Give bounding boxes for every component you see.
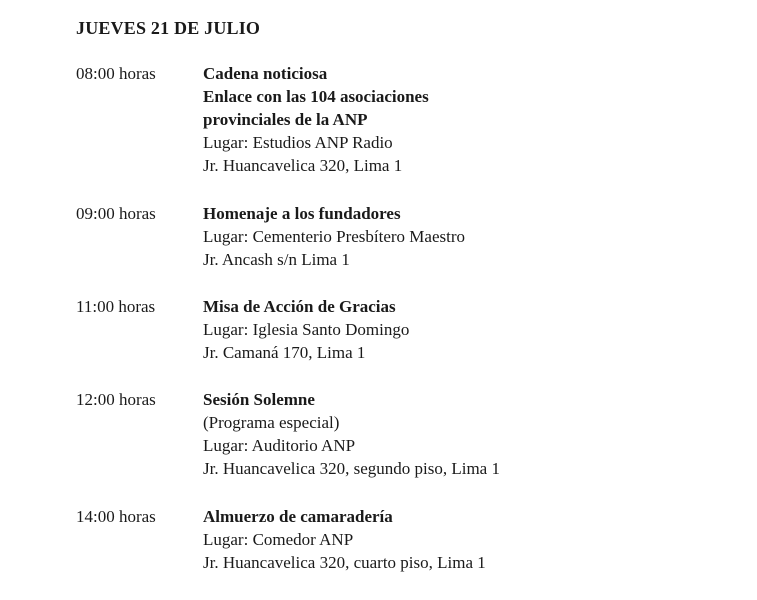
event-location: Lugar: Estudios ANP Radio [203, 133, 393, 152]
event-title: provinciales de la ANP [203, 110, 368, 129]
event-title: Homenaje a los fundadores [203, 204, 401, 223]
event-time: 11:00 horas [76, 297, 156, 316]
event-title: Misa de Acción de Gracias [203, 297, 396, 316]
event-address: Jr. Huancavelica 320, segundo piso, Lima 1 [203, 459, 500, 478]
event-title: Almuerzo de camaradería [203, 507, 393, 526]
event-details [203, 505, 743, 574]
event-address: Jr. Ancash s/n Lima 1 [203, 250, 350, 269]
event-location: Lugar: Cementerio Presbítero Maestro [203, 227, 466, 246]
event-location: Lugar: Iglesia Santo Domingo [203, 320, 410, 339]
event-address: Jr. Huancavelica 320, cuarto piso, Lima 1 [203, 553, 486, 572]
event-address: Jr. Huancavelica 320, Lima 1 [203, 156, 403, 175]
event-title: Cadena noticiosa [203, 64, 328, 83]
event-details [203, 295, 743, 364]
event-time: 12:00 horas [76, 390, 156, 409]
event-note: (Programa especial) [203, 413, 340, 432]
event-details [203, 388, 743, 480]
event-address: Jr. Camaná 170, Lima 1 [203, 343, 366, 362]
event-location: Lugar: Auditorio ANP [203, 436, 356, 455]
event-title: Enlace con las 104 asociaciones [203, 87, 429, 106]
event-time: 08:00 horas [76, 64, 156, 83]
event-time: 14:00 horas [76, 507, 156, 526]
event-location: Lugar: Comedor ANP [203, 530, 354, 549]
day-heading: JUEVES 21 DE JULIO [76, 18, 261, 38]
event-time: 09:00 horas [76, 204, 156, 223]
event-details [203, 62, 743, 177]
event-title: Sesión Solemne [203, 390, 315, 409]
event-details [203, 202, 743, 271]
